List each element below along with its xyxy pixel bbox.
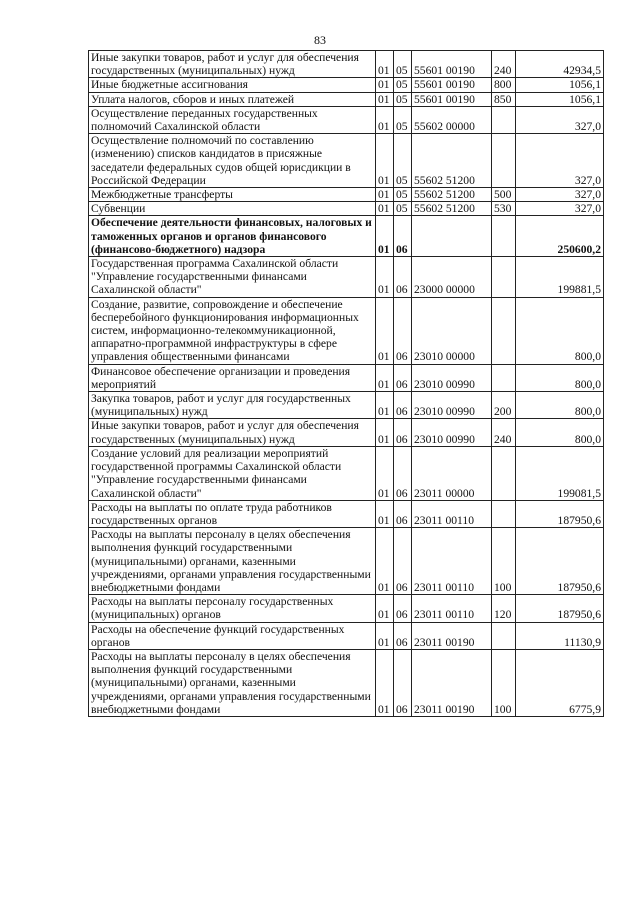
table-row bbox=[89, 649, 604, 716]
page-number: 83 bbox=[314, 33, 326, 47]
target-article-cell: 55601 00190 bbox=[412, 92, 492, 106]
subsection-code-cell: 06 bbox=[394, 528, 412, 595]
expense-type-cell: 240 bbox=[492, 51, 516, 78]
row-name-cell: Уплата налогов, сборов и иных платежей bbox=[89, 92, 376, 106]
amount-cell: 187950,6 bbox=[516, 500, 604, 527]
target-article-cell: 23011 00110 bbox=[412, 595, 492, 622]
row-name-cell: Иные бюджетные ассигнования bbox=[89, 78, 376, 92]
table-row bbox=[89, 134, 604, 188]
row-name-cell: Осуществление полномочий по составлению (изменению) списков кандидатов в присяжные заседатели федеральных судов общей юрисдикции в Российской Федерации bbox=[89, 134, 376, 188]
amount-cell: 800,0 bbox=[516, 392, 604, 419]
table-row bbox=[89, 216, 604, 257]
section-code-cell: 01 bbox=[376, 528, 394, 595]
target-article-cell: 23011 00000 bbox=[412, 446, 492, 500]
expense-type-cell bbox=[492, 134, 516, 188]
section-code-cell: 01 bbox=[376, 216, 394, 257]
section-code-cell: 01 bbox=[376, 92, 394, 106]
section-code-cell: 01 bbox=[376, 134, 394, 188]
row-name-cell: Субвенции bbox=[89, 202, 376, 216]
target-article-cell: 23000 00000 bbox=[412, 257, 492, 298]
expense-type-cell bbox=[492, 446, 516, 500]
row-name-cell: Иные закупки товаров, работ и услуг для обеспечения государственных (муниципальных) нужд bbox=[89, 419, 376, 446]
section-code-cell: 01 bbox=[376, 595, 394, 622]
subsection-code-cell: 05 bbox=[394, 92, 412, 106]
amount-cell: 327,0 bbox=[516, 188, 604, 202]
target-article-cell: 23011 00110 bbox=[412, 528, 492, 595]
budget-table-body bbox=[89, 51, 604, 717]
amount-cell: 327,0 bbox=[516, 202, 604, 216]
expense-type-cell: 120 bbox=[492, 595, 516, 622]
expense-type-cell bbox=[492, 500, 516, 527]
row-name-cell: Обеспечение деятельности финансовых, налоговых и таможенных органов и органов финансового (финансово-бюджетного) надзора bbox=[89, 216, 376, 257]
subsection-code-cell: 05 bbox=[394, 202, 412, 216]
row-name-cell: Финансовое обеспечение организации и проведения мероприятий bbox=[89, 364, 376, 391]
amount-cell: 1056,1 bbox=[516, 78, 604, 92]
target-article-cell: 23010 00990 bbox=[412, 392, 492, 419]
row-name-cell: Межбюджетные трансферты bbox=[89, 188, 376, 202]
expense-type-cell: 100 bbox=[492, 649, 516, 716]
expense-type-cell bbox=[492, 297, 516, 364]
amount-cell: 187950,6 bbox=[516, 528, 604, 595]
amount-cell: 1056,1 bbox=[516, 92, 604, 106]
table-row bbox=[89, 392, 604, 419]
section-code-cell: 01 bbox=[376, 622, 394, 649]
subsection-code-cell: 06 bbox=[394, 500, 412, 527]
subsection-code-cell: 06 bbox=[394, 216, 412, 257]
amount-cell: 42934,5 bbox=[516, 51, 604, 78]
subsection-code-cell: 06 bbox=[394, 392, 412, 419]
section-code-cell: 01 bbox=[376, 297, 394, 364]
section-code-cell: 01 bbox=[376, 500, 394, 527]
budget-table bbox=[88, 50, 604, 717]
row-name-cell: Иные закупки товаров, работ и услуг для обеспечения государственных (муниципальных) нужд bbox=[89, 51, 376, 78]
row-name-cell: Осуществление переданных государственных полномочий Сахалинской области bbox=[89, 106, 376, 133]
row-name-cell: Расходы на выплаты по оплате труда работников государственных органов bbox=[89, 500, 376, 527]
amount-cell: 327,0 bbox=[516, 134, 604, 188]
subsection-code-cell: 06 bbox=[394, 595, 412, 622]
target-article-cell: 23010 00990 bbox=[412, 419, 492, 446]
section-code-cell: 01 bbox=[376, 202, 394, 216]
row-name-cell: Расходы на выплаты персоналу в целях обеспечения выполнения функций государственными (муниципальными) органами, казенными учреждениями, органами управления государственными внебюджетными фондами bbox=[89, 528, 376, 595]
target-article-cell: 55602 51200 bbox=[412, 188, 492, 202]
amount-cell: 187950,6 bbox=[516, 595, 604, 622]
section-code-cell: 01 bbox=[376, 257, 394, 298]
target-article-cell: 55602 00000 bbox=[412, 106, 492, 133]
subsection-code-cell: 06 bbox=[394, 446, 412, 500]
expense-type-cell: 200 bbox=[492, 392, 516, 419]
amount-cell: 800,0 bbox=[516, 364, 604, 391]
expense-type-cell: 500 bbox=[492, 188, 516, 202]
subsection-code-cell: 05 bbox=[394, 78, 412, 92]
table-row bbox=[89, 595, 604, 622]
subsection-code-cell: 05 bbox=[394, 134, 412, 188]
row-name-cell: Расходы на обеспечение функций государственных органов bbox=[89, 622, 376, 649]
target-article-cell bbox=[412, 216, 492, 257]
amount-cell: 6775,9 bbox=[516, 649, 604, 716]
expense-type-cell: 530 bbox=[492, 202, 516, 216]
amount-cell: 11130,9 bbox=[516, 622, 604, 649]
target-article-cell: 55602 51200 bbox=[412, 134, 492, 188]
row-name-cell: Расходы на выплаты персоналу в целях обеспечения выполнения функций государственными (муниципальными) органами, казенными учреждениями, органами управления государственными внебюджетными фондами bbox=[89, 649, 376, 716]
table-row bbox=[89, 622, 604, 649]
section-code-cell: 01 bbox=[376, 419, 394, 446]
expense-type-cell bbox=[492, 622, 516, 649]
amount-cell: 327,0 bbox=[516, 106, 604, 133]
table-row bbox=[89, 78, 604, 92]
subsection-code-cell: 05 bbox=[394, 51, 412, 78]
table-row bbox=[89, 257, 604, 298]
subsection-code-cell: 06 bbox=[394, 297, 412, 364]
table-row bbox=[89, 297, 604, 364]
section-code-cell: 01 bbox=[376, 649, 394, 716]
expense-type-cell bbox=[492, 216, 516, 257]
table-row bbox=[89, 51, 604, 78]
row-name-cell: Создание условий для реализации мероприятий государственной программы Сахалинской области "Управление государственными финансами Сахалинской области" bbox=[89, 446, 376, 500]
row-name-cell: Государственная программа Сахалинской области "Управление государственными финансами Сахалинской области" bbox=[89, 257, 376, 298]
row-name-cell: Закупка товаров, работ и услуг для государственных (муниципальных) нужд bbox=[89, 392, 376, 419]
subsection-code-cell: 06 bbox=[394, 649, 412, 716]
amount-cell: 800,0 bbox=[516, 297, 604, 364]
subsection-code-cell: 06 bbox=[394, 419, 412, 446]
expense-type-cell bbox=[492, 106, 516, 133]
subsection-code-cell: 05 bbox=[394, 188, 412, 202]
section-code-cell: 01 bbox=[376, 392, 394, 419]
subsection-code-cell: 05 bbox=[394, 106, 412, 133]
section-code-cell: 01 bbox=[376, 51, 394, 78]
table-row bbox=[89, 446, 604, 500]
section-code-cell: 01 bbox=[376, 188, 394, 202]
amount-cell: 199081,5 bbox=[516, 446, 604, 500]
row-name-cell: Создание, развитие, сопровождение и обеспечение бесперебойного функционирования информационных систем, информационно-телекоммуникационной, аппаратно-программной инфраструктуры в сфере управления общественными финансами bbox=[89, 297, 376, 364]
table-row bbox=[89, 364, 604, 391]
expense-type-cell: 240 bbox=[492, 419, 516, 446]
table-row bbox=[89, 106, 604, 133]
target-article-cell: 23011 00190 bbox=[412, 622, 492, 649]
target-article-cell: 55601 00190 bbox=[412, 78, 492, 92]
table-row bbox=[89, 202, 604, 216]
table-row bbox=[89, 92, 604, 106]
table-row bbox=[89, 500, 604, 527]
expense-type-cell bbox=[492, 364, 516, 391]
target-article-cell: 23011 00190 bbox=[412, 649, 492, 716]
expense-type-cell: 100 bbox=[492, 528, 516, 595]
expense-type-cell: 850 bbox=[492, 92, 516, 106]
section-code-cell: 01 bbox=[376, 446, 394, 500]
table-row bbox=[89, 188, 604, 202]
target-article-cell: 23011 00110 bbox=[412, 500, 492, 527]
target-article-cell: 55601 00190 bbox=[412, 51, 492, 78]
section-code-cell: 01 bbox=[376, 364, 394, 391]
amount-cell: 199881,5 bbox=[516, 257, 604, 298]
section-code-cell: 01 bbox=[376, 78, 394, 92]
amount-cell: 800,0 bbox=[516, 419, 604, 446]
table-row bbox=[89, 419, 604, 446]
subsection-code-cell: 06 bbox=[394, 257, 412, 298]
subsection-code-cell: 06 bbox=[394, 622, 412, 649]
section-code-cell: 01 bbox=[376, 106, 394, 133]
amount-cell: 250600,2 bbox=[516, 216, 604, 257]
expense-type-cell bbox=[492, 257, 516, 298]
target-article-cell: 55602 51200 bbox=[412, 202, 492, 216]
target-article-cell: 23010 00000 bbox=[412, 297, 492, 364]
target-article-cell: 23010 00990 bbox=[412, 364, 492, 391]
row-name-cell: Расходы на выплаты персоналу государственных (муниципальных) органов bbox=[89, 595, 376, 622]
expense-type-cell: 800 bbox=[492, 78, 516, 92]
subsection-code-cell: 06 bbox=[394, 364, 412, 391]
table-row bbox=[89, 528, 604, 595]
